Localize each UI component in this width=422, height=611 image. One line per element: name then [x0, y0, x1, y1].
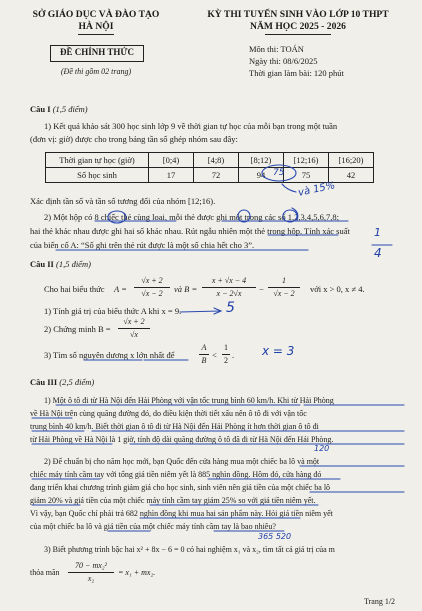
q2-p3-rhs-denominator: 2 [224, 356, 228, 365]
page-number: Trang 1/2 [364, 597, 396, 606]
q2-p3-denominator: B [201, 356, 207, 365]
q1-p1-line2: (đơn vị: giờ) được cho trong bảng tần số ghép nhóm sau đây: [30, 134, 238, 144]
q3-p1-line4: từ Hải Phòng về Hà Nội là 1 giờ, tính độ dài quãng đường ô tô đã đi từ Hà Nội đến Hải Phòng. [30, 435, 334, 444]
table-cell: 17 [149, 168, 194, 183]
q3-p1-line1: 1) Một ô tô đi từ Hà Nội đến Hải Phòng với vận tốc trung bình 60 km/h. Khi từ Hải Phòng [44, 396, 334, 405]
question-1-points: (1,5 điểm) [52, 104, 88, 114]
q2-p3-numerator: A [201, 343, 207, 352]
q3-p3-rhs: = x₁ + mx₂. [118, 568, 156, 577]
q1-p2-line1: 2) Một hộp có 8 chiếc thẻ cùng loại, mỗi thẻ được ghi một trong các số 1,2,3,4,5,6,7,8; [44, 212, 339, 222]
q3-p1-line3: trung bình 40 km/h. Biết thời gian ô tô đi từ Hà Nội đến Hải Phòng ít hơn thời gian ô tô đi [30, 422, 319, 431]
q3-p2-line6: của một chiếc ba lô và giá tiền của một chiếc máy tính cầm tay là bao nhiêu? [30, 522, 276, 531]
handwritten-answer-top: 1 [374, 226, 381, 239]
q2-p2-numerator: √x + 2 [123, 317, 145, 326]
q2-p3-prefix: 3) Tìm số nguyên dương x lớn nhất để [44, 350, 175, 360]
q1-p1-ask: Xác định tần số và tần số tương đối của nhóm [12;16). [30, 196, 216, 206]
table-cell: 72 [194, 168, 239, 183]
table-cell: 42 [329, 168, 374, 183]
handwritten-circled-value: 75 [273, 168, 285, 178]
circle-mark [262, 165, 296, 181]
q2-p3-end: . [232, 350, 235, 360]
question-3-title: Câu III [30, 377, 58, 387]
q2-a-lhs: A = [114, 284, 127, 294]
q3-p1-line2: về Hà Nội trên cùng quãng đường đó, do điều kiện thời tiết xấu nên ô tô đi với vận tốc [30, 409, 307, 418]
q3-p2-line3: đang triển khai chương trình giảm giá cho học sinh, sinh viên nên giá tiền của một chiếc ba lô [30, 483, 331, 492]
q1-p1-line1: 1) Kết quả khảo sát 300 học sinh lớp 9 về thời gian tự học của mỗi bạn trong một tuần [44, 121, 338, 131]
exam-title: KỲ THI TUYỂN SINH VÀO LỚP 10 THPT [207, 9, 389, 20]
q2-a-denominator: √x − 2 [141, 289, 163, 298]
circle-mark [283, 210, 297, 222]
handwritten-prices: 365 520 [258, 532, 292, 541]
table-cell: [4;8) [194, 153, 239, 168]
q2-a-numerator: √x + 2 [141, 276, 163, 285]
q2-p3-rhs-numerator: 1 [224, 343, 228, 352]
q2-b-numerator-1: x + √x − 4 [211, 276, 247, 285]
q2-p2-denominator: √x [130, 330, 138, 339]
exam-year: NĂM HỌC 2025 - 2026 [250, 21, 346, 32]
handwritten-answer-x: x = 3 [262, 344, 295, 358]
exam-duration: Thời gian làm bài: 120 phút [249, 68, 344, 78]
circle-mark [238, 210, 250, 222]
handwritten-distance: 120 [314, 444, 330, 453]
table-cell: [16;20) [329, 153, 374, 168]
q2-b-minus: − [259, 284, 264, 294]
table-cell: [8;12) [239, 153, 284, 168]
exam-date: Ngày thi: 08/6/2025 [249, 56, 318, 66]
arrow-stroke [282, 184, 296, 192]
question-1-title: Câu I [30, 104, 51, 114]
question-2-points: (1,5 điểm) [55, 259, 91, 269]
q2-p1: 1) Tính giá trị của biểu thức A khi x = 9. [44, 306, 182, 316]
table-row-label: Số học sinh [46, 168, 149, 183]
exam-subject: Môn thi: TOÁN [249, 44, 304, 54]
handwritten-answer-bottom: 4 [374, 246, 382, 260]
q3-p2-line4: giảm 20% và giá tiền của một chiếc máy tính cầm tay giảm 25% so với giá tiền niêm yết. [30, 496, 316, 505]
table-cell: 94 [239, 168, 284, 183]
department-name: SỞ GIÁO DỤC VÀ ĐÀO TẠO [32, 9, 160, 20]
q2-intro: Cho hai biểu thức [44, 284, 105, 294]
q2-p2-prefix: 2) Chứng minh B = [44, 324, 111, 334]
table-cell: [12;16) [284, 153, 329, 168]
department-city: HÀ NỘI [78, 21, 114, 32]
q3-p3-line1: 3) Biết phương trình bậc hai x² + 8x − 6 = 0 có hai nghiệm x₁ và x₂, tìm tất cả giá trị của m [44, 545, 335, 554]
table-header-label: Thời gian tự học (giờ) [46, 153, 149, 168]
arrow-stroke [180, 311, 220, 312]
q3-p3-denominator: x₂ [87, 574, 95, 583]
question-2-title: Câu II [30, 259, 54, 269]
q1-p2-line3: của biến cố A: “Số ghi trên thẻ rút được là một số chia hết cho 3”. [30, 240, 255, 250]
question-3-points: (2,5 điểm) [59, 377, 95, 387]
q2-b-denominator-1: x − 2√x [216, 289, 242, 298]
q3-p2-line2: chiếc máy tính cầm tay với tổng giá tiền niêm yết là 885 nghìn đồng. Hôm đó, cửa hàng đó [30, 470, 322, 479]
q2-b-denominator-2: √x − 2 [273, 289, 295, 298]
q1-p2-line2: hai thẻ khác nhau được ghi hai số khác nhau. Rút ngẫu nhiên một thẻ trong hộp. Tính xác suất [30, 226, 350, 236]
handwritten-answer-a: 5 [226, 300, 235, 316]
table-cell: 75 [284, 168, 329, 183]
q3-p2-line1: 2) Để chuẩn bị cho năm học mới, bạn Quốc đến cửa hàng mua một chiếc ba lô và một [44, 457, 320, 466]
q3-p2-line5: Vì vậy, bạn Quốc chỉ phải trả 682 nghìn đồng khi mua hai sản phẩm này. Hỏi giá tiền niêm yết [30, 509, 333, 518]
page-count-note: (Đề thi gồm 02 trang) [60, 67, 132, 76]
q3-p3-numerator: 70 − mx₂² [75, 561, 107, 570]
handwritten-relative-frequency: và 15% [297, 180, 337, 199]
q2-p3-relation: < [212, 350, 217, 360]
q2-b-numerator-2: 1 [282, 276, 286, 285]
q2-condition: với x > 0, x ≠ 4. [310, 284, 365, 294]
official-label: ĐỀ CHÍNH THỨC [59, 47, 134, 57]
q3-p3-prefix: thỏa mãn [30, 568, 60, 577]
q2-b-lhs: và B = [174, 284, 198, 294]
table-cell: [0;4) [149, 153, 194, 168]
